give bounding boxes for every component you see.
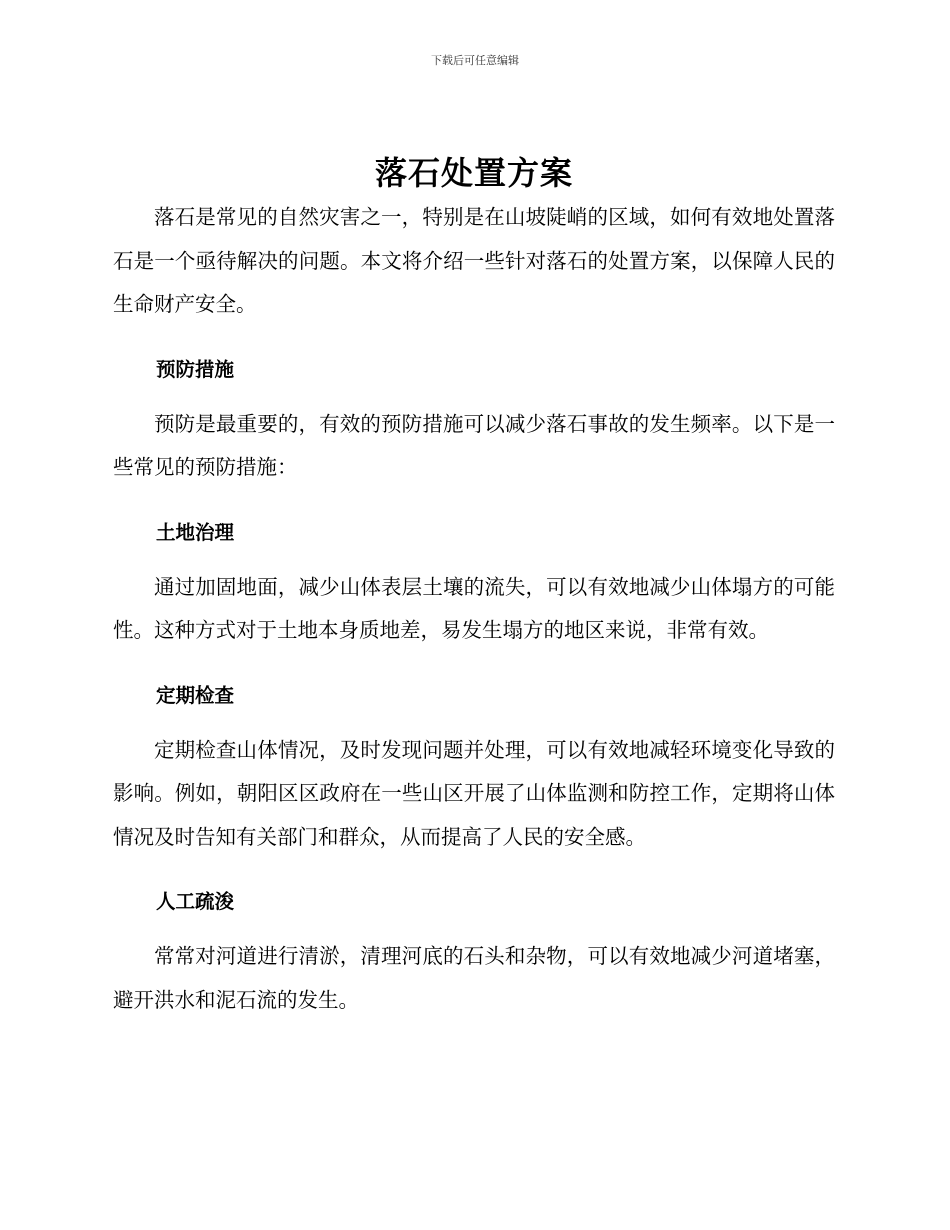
section-body-regular-inspection: 定期检查山体情况，及时发现问题并处理，可以有效地减轻环境变化导致的影响。例如，朝阳区区政府在一些山区开展了山体监测和防控工作，定期将山体情况及时告知有关部门和群众，从而提高了人民的安全感。: [113, 737, 835, 849]
section-body-land-management: 通过加固地面，减少山体表层土壤的流失，可以有效地减少山体塌方的可能性。这种方式对于土地本身质地差，易发生塌方的地区来说，非常有效。: [113, 574, 835, 642]
section-heading-regular-inspection: 定期检查: [156, 683, 235, 707]
section-body-dredging: 常常对河道进行清淤，清理河底的石头和杂物，可以有效地减少河道堵塞，避开洪水和泥石流的发生。: [113, 944, 835, 1012]
section-body-prevention: 预防是最重要的，有效的预防措施可以减少落石事故的发生频率。以下是一些常见的预防措施：: [113, 411, 835, 479]
section-heading-dredging: 人工疏浚: [156, 890, 235, 913]
header-note: 下载后可任意编辑: [431, 54, 519, 67]
intro-paragraph: 落石是常见的自然灾害之一，特别是在山坡陡峭的区域，如何有效地处置落石是一个亟待解决的问题。本文将介绍一些针对落石的处置方案，以保障人民的生命财产安全。: [113, 205, 835, 316]
document-body: [113, 150, 835, 1022]
section-heading-prevention: 预防措施: [156, 357, 235, 381]
section-heading-land-management: 土地治理: [156, 520, 235, 544]
document-title: 落石处置方案: [374, 154, 573, 192]
